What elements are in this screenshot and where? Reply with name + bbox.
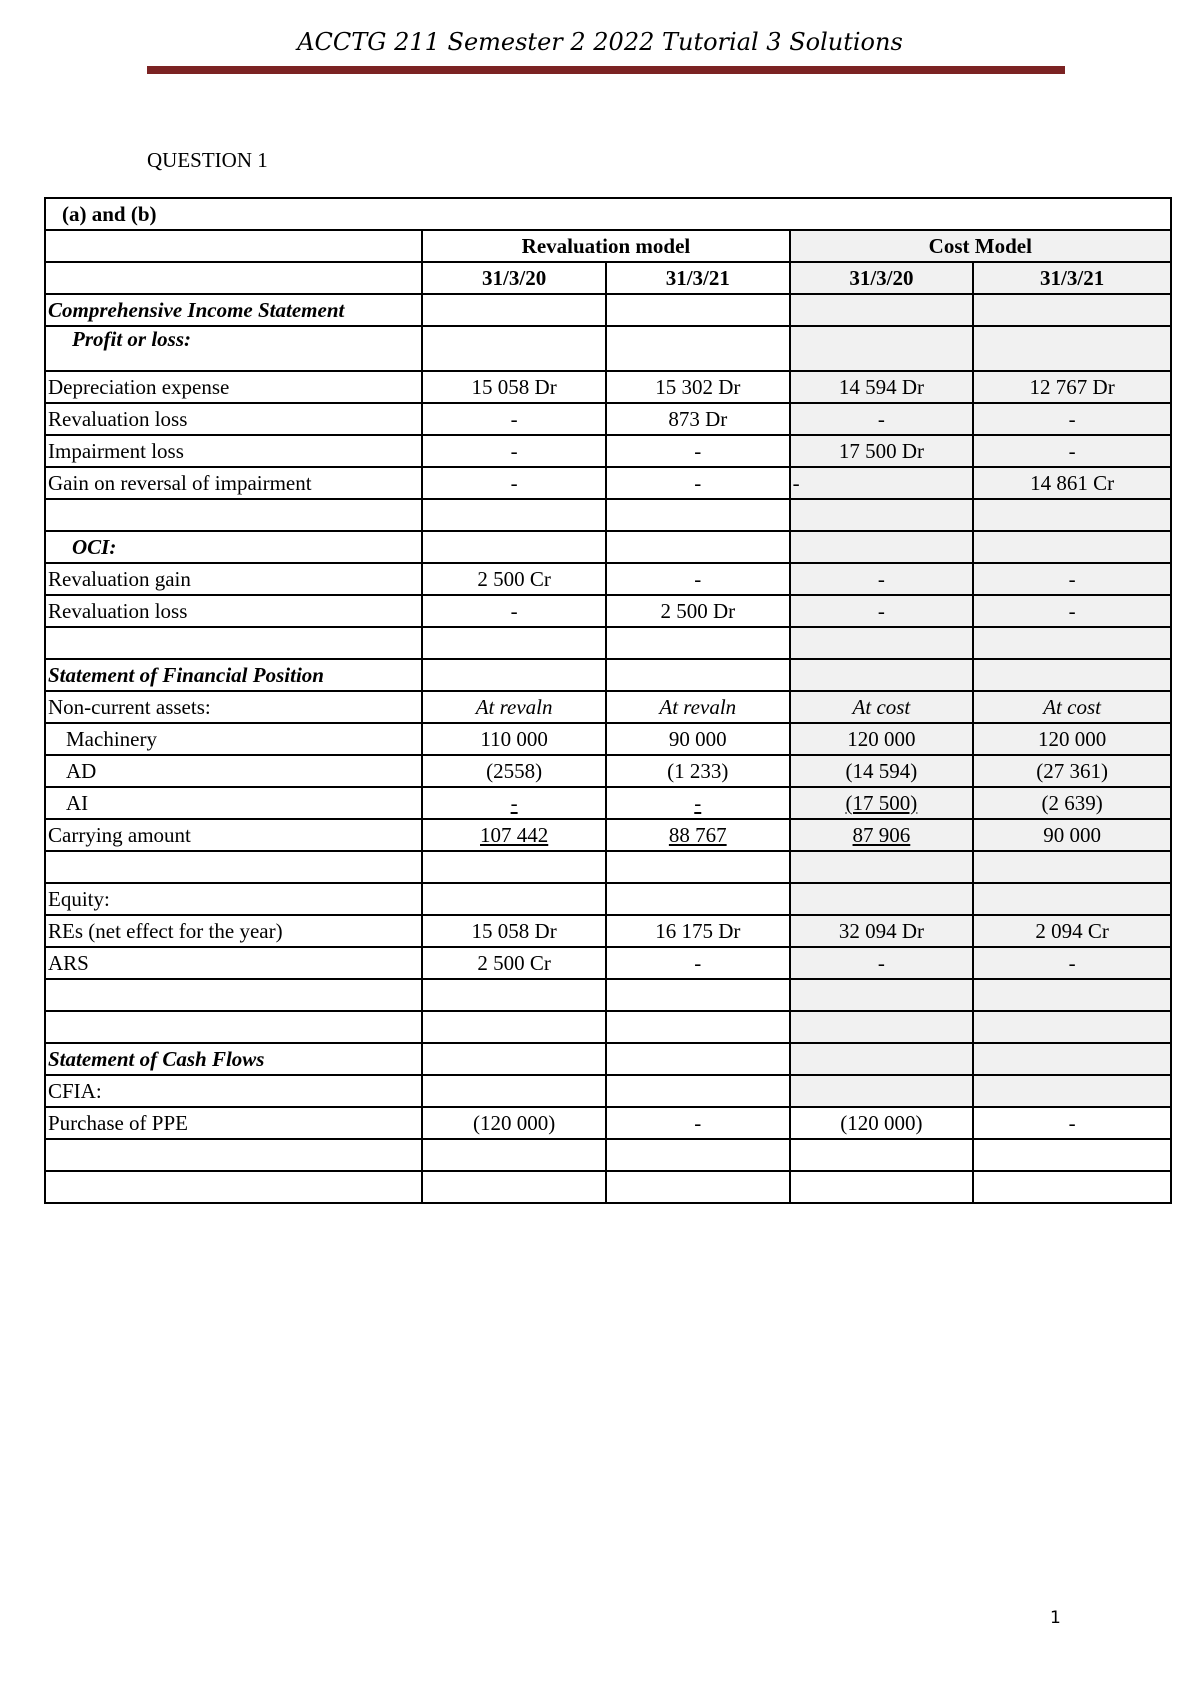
table-row <box>45 691 1171 723</box>
table-row <box>45 787 1171 819</box>
row-label: Non-current assets: <box>45 691 422 723</box>
cell-value: - <box>790 467 974 499</box>
cell-value: At revaln <box>606 691 790 723</box>
cell-value: At cost <box>790 691 974 723</box>
part-label: (a) and (b) <box>45 198 1171 230</box>
cell-value: 14 594 Dr <box>790 371 974 403</box>
cell-value: - <box>790 947 974 979</box>
cell-value: 88 767 <box>606 819 790 851</box>
table-row <box>45 1011 1171 1043</box>
table-row <box>45 1139 1171 1171</box>
cell-value: (1 233) <box>606 755 790 787</box>
row-label: Carrying amount <box>45 819 422 851</box>
cell-value: 90 000 <box>606 723 790 755</box>
table-row <box>45 627 1171 659</box>
table-row <box>45 723 1171 755</box>
cell-value: - <box>422 595 606 627</box>
date-header: 31/3/21 <box>973 262 1171 294</box>
date-header: 31/3/21 <box>606 262 790 294</box>
cell-value: - <box>606 435 790 467</box>
cell-value: - <box>606 787 790 819</box>
date-header: 31/3/20 <box>422 262 606 294</box>
cell-value: - <box>973 595 1171 627</box>
cell-value: 32 094 Dr <box>790 915 974 947</box>
cell-value: - <box>422 435 606 467</box>
cell-value: 15 058 Dr <box>422 371 606 403</box>
page-header-title: ACCTG 211 Semester 2 2022 Tutorial 3 Solutions <box>297 28 903 56</box>
row-label: Revaluation loss <box>45 595 422 627</box>
row-label: Revaluation loss <box>45 403 422 435</box>
cell-value: 14 861 Cr <box>973 467 1171 499</box>
cell-value: At revaln <box>422 691 606 723</box>
table-row <box>45 294 1171 326</box>
cfia-label: CFIA: <box>45 1075 422 1107</box>
cell-value: 2 500 Dr <box>606 595 790 627</box>
cell-value: 90 000 <box>973 819 1171 851</box>
cell-value: 110 000 <box>422 723 606 755</box>
cell-value: 17 500 Dr <box>790 435 974 467</box>
cell-value: - <box>606 947 790 979</box>
row-label: Gain on reversal of impairment <box>45 467 422 499</box>
row-label: Impairment loss <box>45 435 422 467</box>
cell-value: - <box>790 403 974 435</box>
cell-value: 120 000 <box>973 723 1171 755</box>
cell-value: 120 000 <box>790 723 974 755</box>
equity-heading: Equity: <box>45 883 422 915</box>
row-label: AI <box>45 787 422 819</box>
table-row <box>45 262 1171 294</box>
cell-value: - <box>606 1107 790 1139</box>
cell-value: (14 594) <box>790 755 974 787</box>
pl-heading: Profit or loss: <box>45 326 422 371</box>
table-row <box>45 326 1171 371</box>
cell-value: (27 361) <box>973 755 1171 787</box>
cell-value: - <box>606 467 790 499</box>
cell-value: At cost <box>973 691 1171 723</box>
cell-value: (17 500) <box>790 787 974 819</box>
table-row <box>45 531 1171 563</box>
table-row <box>45 467 1171 499</box>
table-row <box>45 499 1171 531</box>
table-row <box>45 595 1171 627</box>
cell-value: 15 058 Dr <box>422 915 606 947</box>
solutions-table <box>44 197 1172 1204</box>
table-row <box>45 819 1171 851</box>
cell-value: (2 639) <box>973 787 1171 819</box>
table-row <box>45 563 1171 595</box>
cell-value: 12 767 Dr <box>973 371 1171 403</box>
table-row <box>45 435 1171 467</box>
cell-value: 107 442 <box>422 819 606 851</box>
cell-value: - <box>606 563 790 595</box>
cell-value: (120 000) <box>422 1107 606 1139</box>
cis-heading: Comprehensive Income Statement <box>45 294 422 326</box>
cell-value: - <box>422 787 606 819</box>
table-row <box>45 1075 1171 1107</box>
table-row <box>45 947 1171 979</box>
cell-value: - <box>973 403 1171 435</box>
table-row <box>45 755 1171 787</box>
cell-value: 2 094 Cr <box>973 915 1171 947</box>
table-row <box>45 1107 1171 1139</box>
cell-value: - <box>973 947 1171 979</box>
row-label: Revaluation gain <box>45 563 422 595</box>
row-label: REs (net effect for the year) <box>45 915 422 947</box>
row-label: Machinery <box>45 723 422 755</box>
oci-heading: OCI: <box>45 531 422 563</box>
table-row <box>45 1043 1171 1075</box>
cell-value: (2558) <box>422 755 606 787</box>
cell-value: - <box>790 563 974 595</box>
table-row <box>45 403 1171 435</box>
table-row <box>45 979 1171 1011</box>
cell-value: (120 000) <box>790 1107 974 1139</box>
table-row <box>45 230 1171 262</box>
table-row <box>45 851 1171 883</box>
cell-value: - <box>973 435 1171 467</box>
cell-value: 873 Dr <box>606 403 790 435</box>
row-label: Depreciation expense <box>45 371 422 403</box>
row-label: Purchase of PPE <box>45 1107 422 1139</box>
table-row <box>45 883 1171 915</box>
cell-value: - <box>973 1107 1171 1139</box>
cell-value: 15 302 Dr <box>606 371 790 403</box>
row-label: AD <box>45 755 422 787</box>
table-row <box>45 198 1171 230</box>
cost-model-header: Cost Model <box>790 230 1171 262</box>
revaluation-model-header: Revaluation model <box>422 230 789 262</box>
date-header: 31/3/20 <box>790 262 974 294</box>
sfp-heading: Statement of Financial Position <box>45 659 422 691</box>
question-label: QUESTION 1 <box>147 148 268 172</box>
cell-value: 16 175 Dr <box>606 915 790 947</box>
header-rule <box>147 66 1065 74</box>
cell-value: - <box>422 467 606 499</box>
cell-value: - <box>422 403 606 435</box>
table-row <box>45 1171 1171 1203</box>
page-number: 1 <box>1050 1608 1061 1628</box>
row-label: ARS <box>45 947 422 979</box>
table-row <box>45 659 1171 691</box>
cell-value: 87 906 <box>790 819 974 851</box>
scf-heading: Statement of Cash Flows <box>45 1043 422 1075</box>
cell-value: - <box>790 595 974 627</box>
table-row <box>45 915 1171 947</box>
cell-value: - <box>973 563 1171 595</box>
cell-value: 2 500 Cr <box>422 947 606 979</box>
table-row <box>45 371 1171 403</box>
cell-value: 2 500 Cr <box>422 563 606 595</box>
